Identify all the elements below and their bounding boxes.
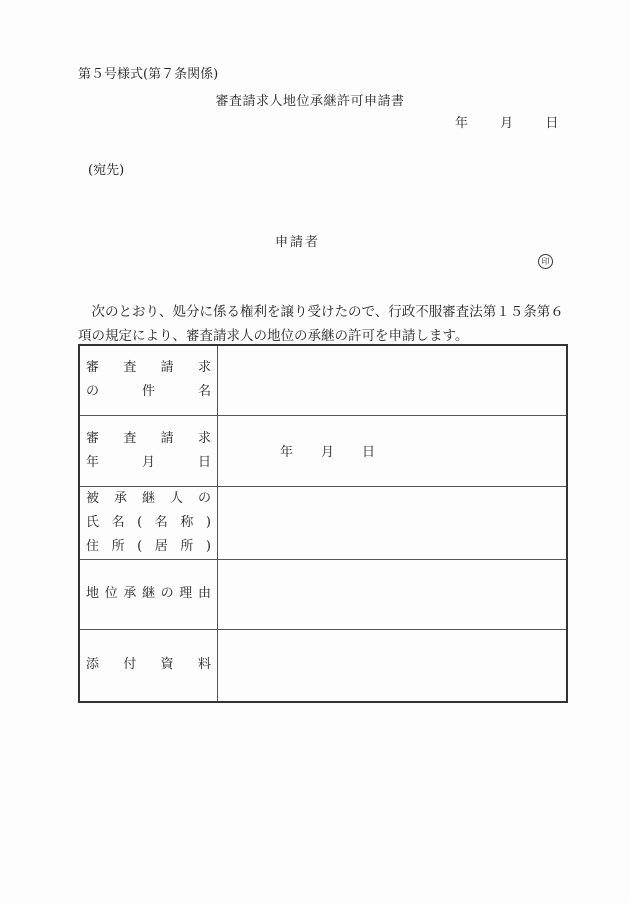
date-day: 日 bbox=[545, 116, 559, 131]
label-case-name: 審 査 請 求 の 件 名 bbox=[79, 345, 218, 415]
table-row bbox=[79, 629, 567, 702]
submission-date bbox=[455, 112, 558, 131]
label-request-date: 審 査 請 求 年 月 日 bbox=[79, 415, 218, 486]
seal-icon: 印 bbox=[538, 254, 553, 269]
label-reason: 地 位 承 継 の 理 由 bbox=[79, 559, 218, 629]
table-row bbox=[79, 486, 567, 559]
table-row bbox=[79, 559, 567, 629]
document-title bbox=[0, 90, 630, 109]
case-name-field[interactable] bbox=[218, 345, 568, 415]
attachments-field[interactable] bbox=[218, 629, 568, 702]
form-number: 第５号様式(第７条関係) bbox=[78, 67, 219, 82]
applicant-label: 申請者 bbox=[275, 235, 321, 250]
reason-field[interactable] bbox=[218, 559, 568, 629]
request-date-field[interactable]: 年 月 日 bbox=[218, 415, 568, 486]
date-month: 月 bbox=[500, 116, 514, 131]
label-attachments: 添 付 資 料 bbox=[79, 629, 218, 702]
addressee: (宛先) bbox=[88, 163, 125, 178]
table-row bbox=[79, 415, 567, 486]
table-row bbox=[79, 345, 567, 415]
title-text: 審査請求人地位承継許可申請書 bbox=[215, 94, 405, 109]
label-predecessor: 被 承 継 人 の 氏 名 ( 名 称 ) 住 所 ( 居 所 ) bbox=[79, 486, 218, 559]
application-table bbox=[78, 344, 568, 703]
predecessor-field[interactable] bbox=[218, 486, 568, 559]
body-text: 次のとおり、処分に係る権利を譲り受けたので、行政不服審査法第１５条第６項の規定により、審査請求人の地位の承継の許可を申請します。 bbox=[78, 304, 564, 344]
date-year: 年 bbox=[455, 116, 469, 131]
